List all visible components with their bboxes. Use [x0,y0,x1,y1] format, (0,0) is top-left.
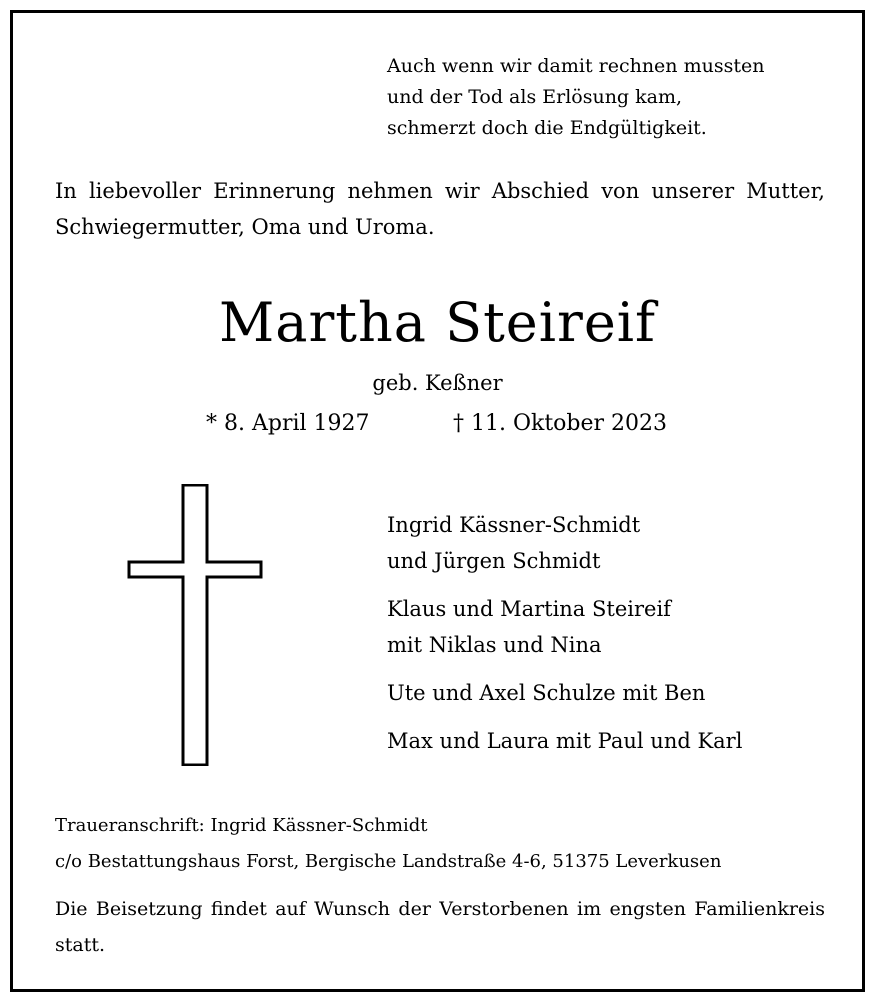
birth-date: * 8. April 1927 [206,411,370,436]
mourner-line: Ute und Axel Schulze mit Ben [387,681,706,705]
mourners-list [387,507,742,771]
motto-line: Auch wenn wir damit rechnen mussten [387,55,765,77]
cross-icon [127,484,263,766]
mourner-group [387,675,742,711]
intro-text: In liebevoller Erinnerung nehmen wir Abschied von unserer Mutter, Schwiegermutter, Oma und Uroma. [55,179,825,239]
burial-note: Die Beisetzung findet auf Wunsch der Verstorbenen im engsten Familienkreis statt. [55,898,825,956]
deceased-name: Martha Steireif [218,291,657,354]
mourner-line: mit Niklas und Nina [387,633,602,657]
mourner-line: Klaus und Martina Steireif [387,597,671,621]
address-line: c/o Bestattungshaus Forst, Bergische Landstraße 4-6, 51375 Leverkusen [55,851,722,872]
mourner-line: Max und Laura mit Paul und Karl [387,729,743,753]
motto-line: schmerzt doch die Endgültigkeit. [387,117,707,139]
mourner-line: Ingrid Kässner-Schmidt [387,513,641,537]
mourning-address [55,808,721,880]
birth-name: geb. Keßner [372,371,503,395]
motto-line: und der Tod als Erlösung kam, [387,86,683,108]
death-date: † 11. Oktober 2023 [453,411,668,436]
mourner-line: und Jürgen Schmidt [387,549,601,573]
mourner-group [387,591,742,663]
obituary-notice [10,10,865,992]
motto-verse [387,51,764,144]
mourner-group [387,723,742,759]
mourner-group [387,507,742,579]
address-line: Traueranschrift: Ingrid Kässner-Schmidt [55,815,428,836]
